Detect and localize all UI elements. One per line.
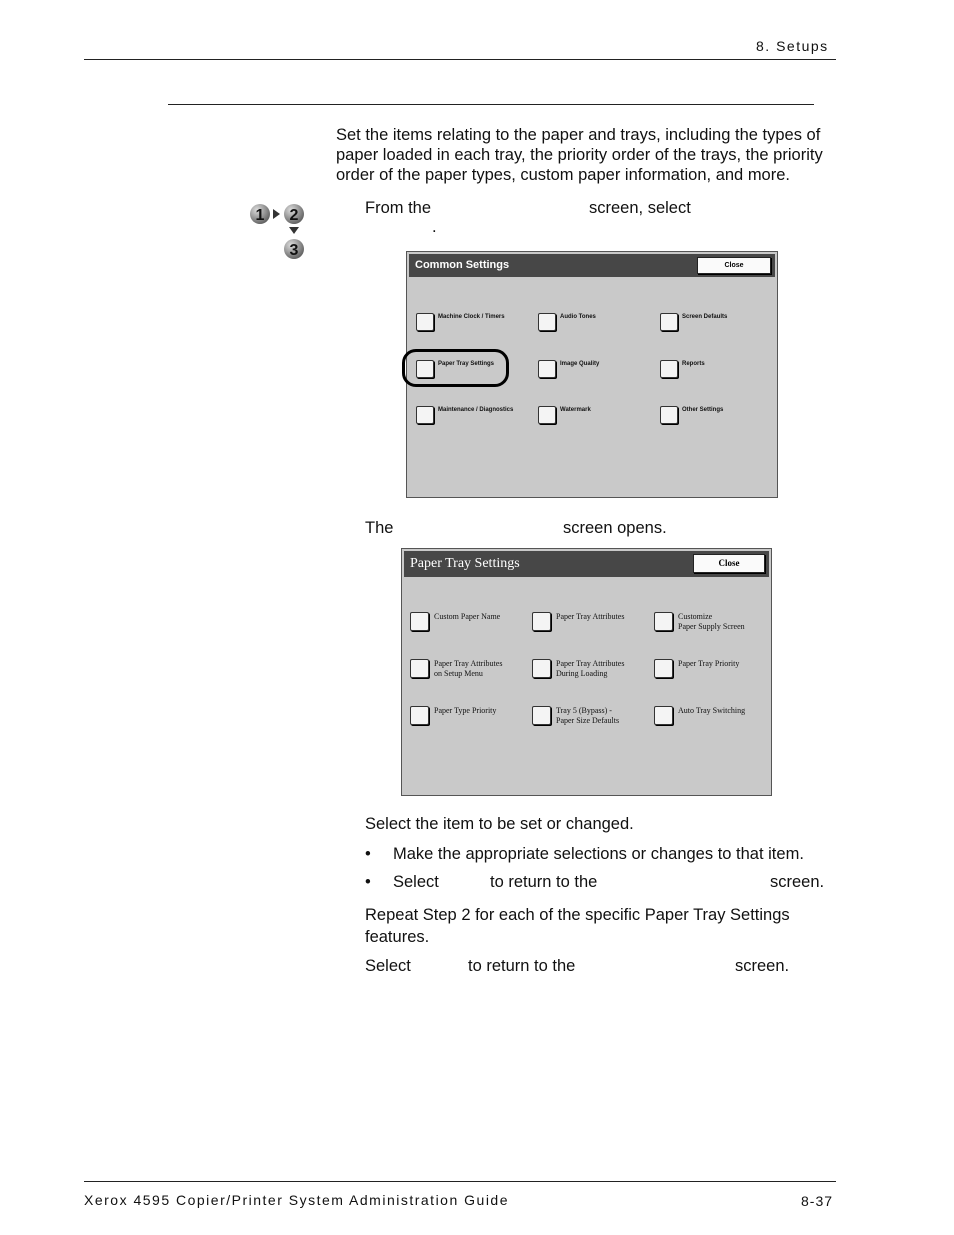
bullet-2-text-c: screen. — [770, 873, 825, 891]
step-num-1: 1 — [255, 207, 265, 224]
screen-title: Paper Tray Settings — [410, 556, 520, 571]
repeat-text: Repeat Step 2 for each of the specific Paper Tray Settings features. — [365, 906, 790, 946]
intro-paragraph: Set the items relating to the paper and trays, including the types of paper loaded in each tray, the priority order of the trays, the priority order of the paper types, custom paper information, and more. — [336, 126, 823, 184]
bullet-1-text: Make the appropriate selections or changes to that item. — [393, 845, 804, 863]
step-numbers-icon — [248, 198, 310, 264]
last-text-a: Select — [365, 957, 411, 975]
checkbox[interactable] — [654, 612, 673, 631]
step1-text-b: screen, select — [589, 199, 691, 217]
checkbox[interactable] — [660, 313, 678, 331]
bullet-1-marker: • — [365, 845, 371, 863]
checkbox[interactable] — [538, 406, 556, 424]
checkbox[interactable] — [532, 612, 551, 631]
close-button[interactable]: Close — [697, 257, 771, 274]
step1-text-c: . — [432, 218, 437, 236]
section-rule — [168, 104, 814, 105]
checkbox[interactable] — [532, 706, 551, 725]
checkbox[interactable] — [660, 360, 678, 378]
checkbox[interactable] — [410, 612, 429, 631]
checkbox[interactable] — [416, 406, 434, 424]
last-text-b: to return to the — [468, 957, 576, 975]
opens-text-b: screen opens. — [563, 519, 667, 537]
close-button[interactable]: Close — [693, 554, 765, 573]
checkbox[interactable] — [538, 313, 556, 331]
common-settings-screen: Common Settings Close Machine Clock / Timers Audio Tones Screen Defaults Paper Tray Settings Image Quality Reports Maintenance / Diagnostics Watermark Other Settings — [406, 251, 778, 498]
header-rule — [84, 59, 836, 60]
step1-text-a: From the — [365, 199, 432, 217]
checkbox[interactable] — [538, 360, 556, 378]
bullet-2-marker: • — [365, 873, 371, 891]
checkbox[interactable] — [660, 406, 678, 424]
screen-titlebar — [404, 551, 769, 577]
bullet-2-text-b: to return to the — [490, 873, 598, 891]
highlight-circle — [402, 349, 509, 387]
checkbox[interactable] — [416, 313, 434, 331]
screen-title: Common Settings — [415, 259, 510, 271]
footer-guide-title: Xerox 4595 Copier/Printer System Administration Guide — [84, 1192, 509, 1208]
step-num-2: 2 — [289, 207, 299, 224]
checkbox[interactable] — [654, 706, 673, 725]
checkbox[interactable] — [532, 659, 551, 678]
chapter-header: 8. Setups — [756, 38, 829, 54]
select-item-text: Select the item to be set or changed. — [365, 815, 634, 833]
page-number: 8-37 — [801, 1193, 834, 1209]
checkbox[interactable] — [654, 659, 673, 678]
bullet-2-text-a: Select — [393, 873, 439, 891]
step-num-3: 3 — [289, 242, 299, 259]
footer-rule — [84, 1181, 836, 1182]
checkbox[interactable] — [410, 706, 429, 725]
opens-text-a: The — [365, 519, 394, 537]
paper-tray-settings-screen: Paper Tray Settings Close Custom Paper Name Paper Tray Attributes Customize Paper Supply Screen Paper Tray Attributes on Setup Menu Paper Tray Attributes During Loading Paper Tray Priority Paper Type Priority Tray 5 (Bypass) - Paper Size Defaults Auto Tray Switching — [401, 548, 772, 796]
screen-titlebar — [409, 254, 775, 277]
last-text-c: screen. — [735, 957, 790, 975]
checkbox[interactable] — [410, 659, 429, 678]
